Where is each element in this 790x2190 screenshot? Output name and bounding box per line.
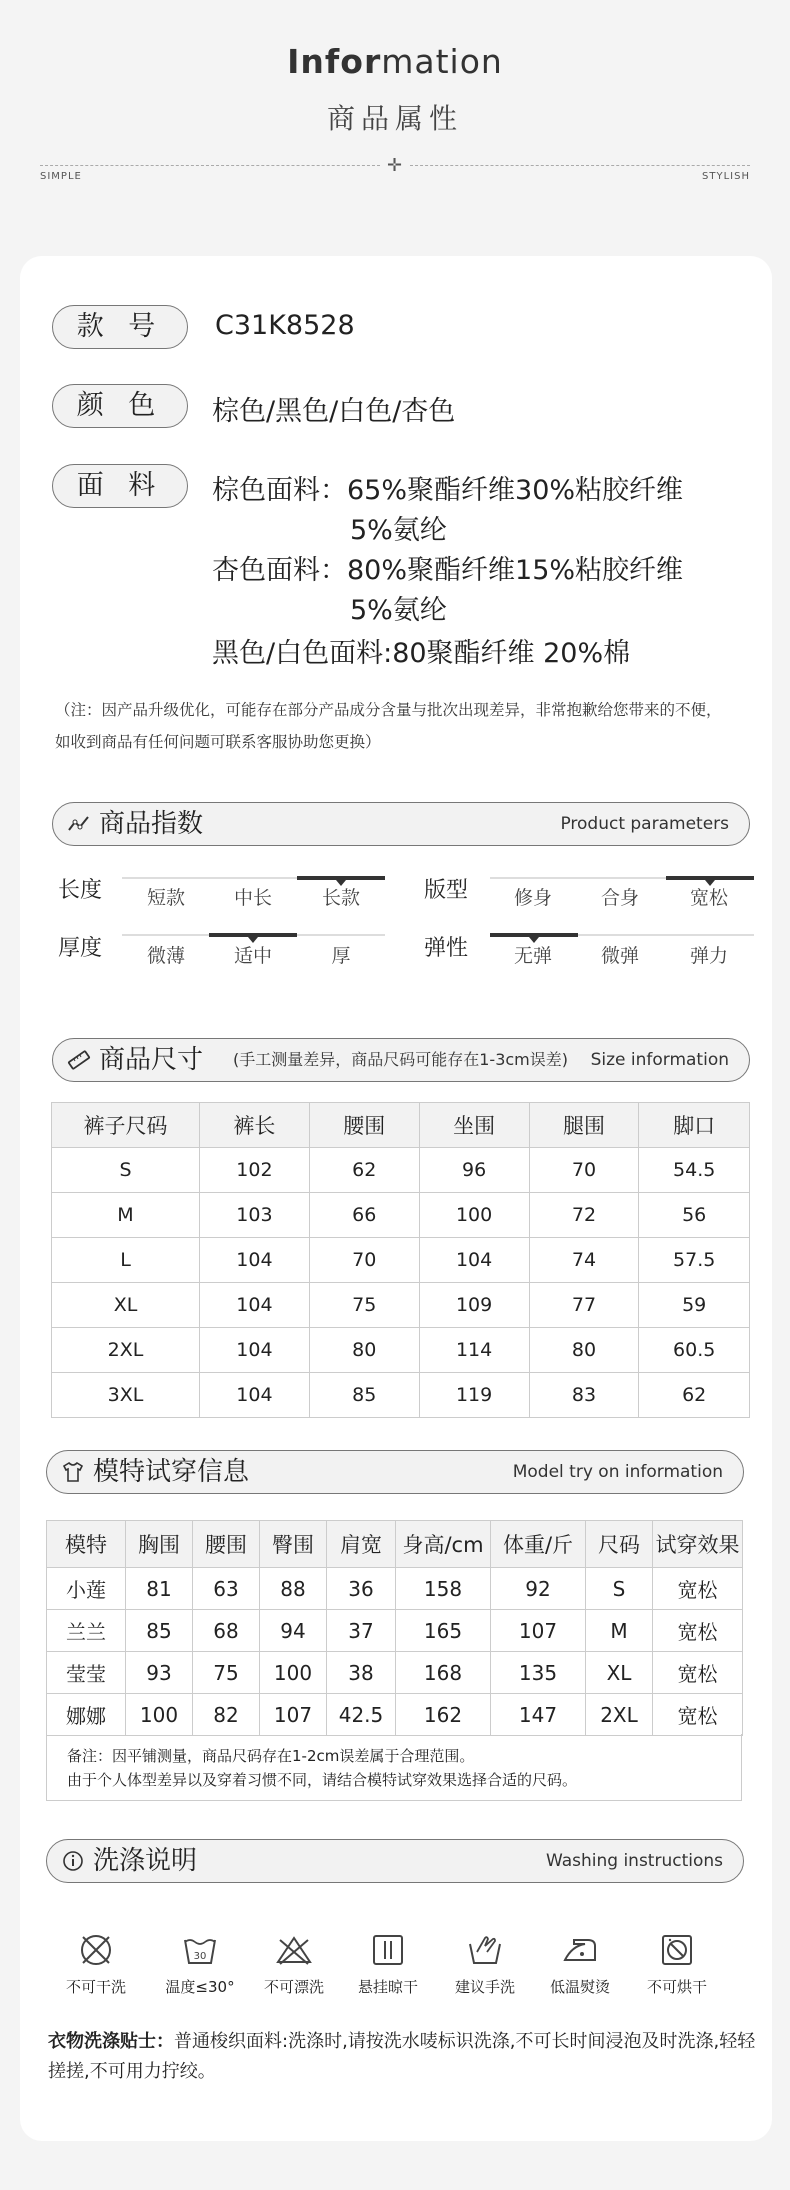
param-length-label: 长度 bbox=[58, 878, 103, 903]
param-option: 合身 bbox=[600, 887, 639, 909]
wash-item: 低温熨烫 bbox=[530, 1930, 630, 1997]
low-iron-icon bbox=[560, 1930, 600, 1970]
hang-dry-icon bbox=[368, 1930, 408, 1970]
param-option: 短款 bbox=[146, 887, 185, 909]
fabric-line: 棕色面料：65%聚酯纤维30%粘胶纤维 bbox=[212, 475, 684, 506]
table-header-row: 裤子尺码 裤长 腰围 坐围 腿围 脚口 bbox=[52, 1103, 750, 1148]
param-option: 微弹 bbox=[600, 945, 639, 967]
fabric-line: 黑色/白色面料:80聚酯纤维 20%棉 bbox=[212, 638, 631, 669]
tag-simple: SIMPLE bbox=[40, 171, 82, 182]
table-row: 兰兰 85 68 94 37 165 107 M 宽松 bbox=[47, 1610, 743, 1652]
cross-ornament-icon: ✛ bbox=[387, 155, 403, 176]
no-dry-clean-icon bbox=[76, 1930, 116, 1970]
tag-stylish: STYLISH bbox=[702, 171, 750, 182]
param-elasticity-label: 弹性 bbox=[424, 936, 469, 961]
wash-item: 不可干洗 bbox=[46, 1930, 146, 1997]
model-header: 模特试穿信息 Model try on information bbox=[46, 1450, 744, 1494]
param-option: 宽松 bbox=[689, 887, 728, 909]
table-row: XL 104 75 109 77 59 bbox=[52, 1283, 750, 1328]
param-option: 适中 bbox=[233, 945, 272, 967]
param-option: 无弹 bbox=[513, 945, 552, 967]
table-row: M 103 66 100 72 56 bbox=[52, 1193, 750, 1238]
table-row: 3XL 104 85 119 83 62 bbox=[52, 1373, 750, 1418]
size-header: 商品尺寸 (手工测量差异，商品尺码可能存在1-3cm误差) Size information bbox=[52, 1038, 750, 1082]
fabric-line: 杏色面料：80%聚酯纤维15%粘胶纤维 bbox=[212, 555, 684, 586]
wash-item: 不可漂洗 bbox=[244, 1930, 344, 1997]
info-title-cn: 商品属性 bbox=[326, 102, 463, 135]
wash-item: 30 温度≤30° bbox=[150, 1930, 250, 1997]
fabric-label: 面 料 bbox=[52, 464, 188, 508]
wash-item: 不可烘干 bbox=[627, 1930, 727, 1997]
wash-header: 洗涤说明 Washing instructions bbox=[46, 1839, 744, 1883]
param-option: 弹力 bbox=[689, 945, 728, 967]
washing-tip: 衣物洗涤贴士：普通梭织面料:洗涤时,请按洗水唛标识洗涤,不可长时间浸泡及时洗涤,轻轻搓搓,不可用力拧绞。 bbox=[48, 2031, 756, 2082]
model-table bbox=[46, 1520, 743, 1736]
no-tumble-dry-icon bbox=[657, 1930, 697, 1970]
param-fit-label: 版型 bbox=[424, 878, 469, 903]
info-title-en: Information bbox=[287, 42, 503, 81]
table-row: 莹莹 93 75 100 38 168 135 XL 宽松 bbox=[47, 1652, 743, 1694]
wash-30-icon bbox=[180, 1930, 220, 1970]
param-option: 微薄 bbox=[146, 945, 185, 967]
param-option: 厚 bbox=[331, 945, 351, 967]
composition-note: （注：因产品升级优化，可能存在部分产品成分含量与批次出现差异，非常抱歉给您带来的不便， 如收到商品有任何问题可联系客服协助您更换） bbox=[55, 701, 722, 751]
param-option: 中长 bbox=[233, 887, 272, 909]
hand-wash-icon bbox=[465, 1930, 505, 1970]
ruler-icon bbox=[67, 1048, 91, 1072]
color-label: 颜 色 bbox=[52, 384, 188, 428]
divider-left bbox=[40, 165, 380, 166]
table-row: L 104 70 104 74 57.5 bbox=[52, 1238, 750, 1283]
fabric-line: 5%氨纶 bbox=[350, 515, 447, 546]
size-table bbox=[51, 1102, 750, 1418]
table-header-row: 模特 胸围 腰围 臀围 肩宽 身高/cm 体重/斤 尺码 试穿效果 bbox=[47, 1521, 743, 1568]
model-remark: 备注：因平铺测量，商品尺码存在1-2cm误差属于合理范围。 由于个人体型差异以及穿着习惯不同，请结合模特试穿效果选择合适的尺码。 bbox=[46, 1734, 742, 1801]
fabric-line: 5%氨纶 bbox=[350, 595, 447, 626]
table-row: 小莲 81 63 88 36 158 92 S 宽松 bbox=[47, 1568, 743, 1610]
param-option: 修身 bbox=[513, 887, 552, 909]
param-thickness-label: 厚度 bbox=[58, 936, 103, 961]
table-row: 娜娜 100 82 107 42.5 162 147 2XL 宽松 bbox=[47, 1694, 743, 1736]
style-number-label: 款 号 bbox=[52, 305, 188, 349]
info-icon bbox=[61, 1849, 85, 1873]
param-option: 长款 bbox=[321, 887, 360, 909]
wash-item: 悬挂晾干 bbox=[338, 1930, 438, 1997]
no-bleach-icon bbox=[274, 1930, 314, 1970]
tshirt-icon bbox=[61, 1460, 85, 1484]
svg-text:30: 30 bbox=[193, 1951, 207, 1962]
trend-line-icon bbox=[67, 812, 91, 836]
table-row: S 102 62 96 70 54.5 bbox=[52, 1148, 750, 1193]
style-number-value: C31K8528 bbox=[215, 310, 355, 341]
params-header: 商品指数 Product parameters bbox=[52, 802, 750, 846]
wash-item: 建议手洗 bbox=[435, 1930, 535, 1997]
color-value: 棕色/黑色/白色/杏色 bbox=[212, 396, 456, 427]
table-row: 2XL 104 80 114 80 60.5 bbox=[52, 1328, 750, 1373]
divider-right bbox=[410, 165, 750, 166]
